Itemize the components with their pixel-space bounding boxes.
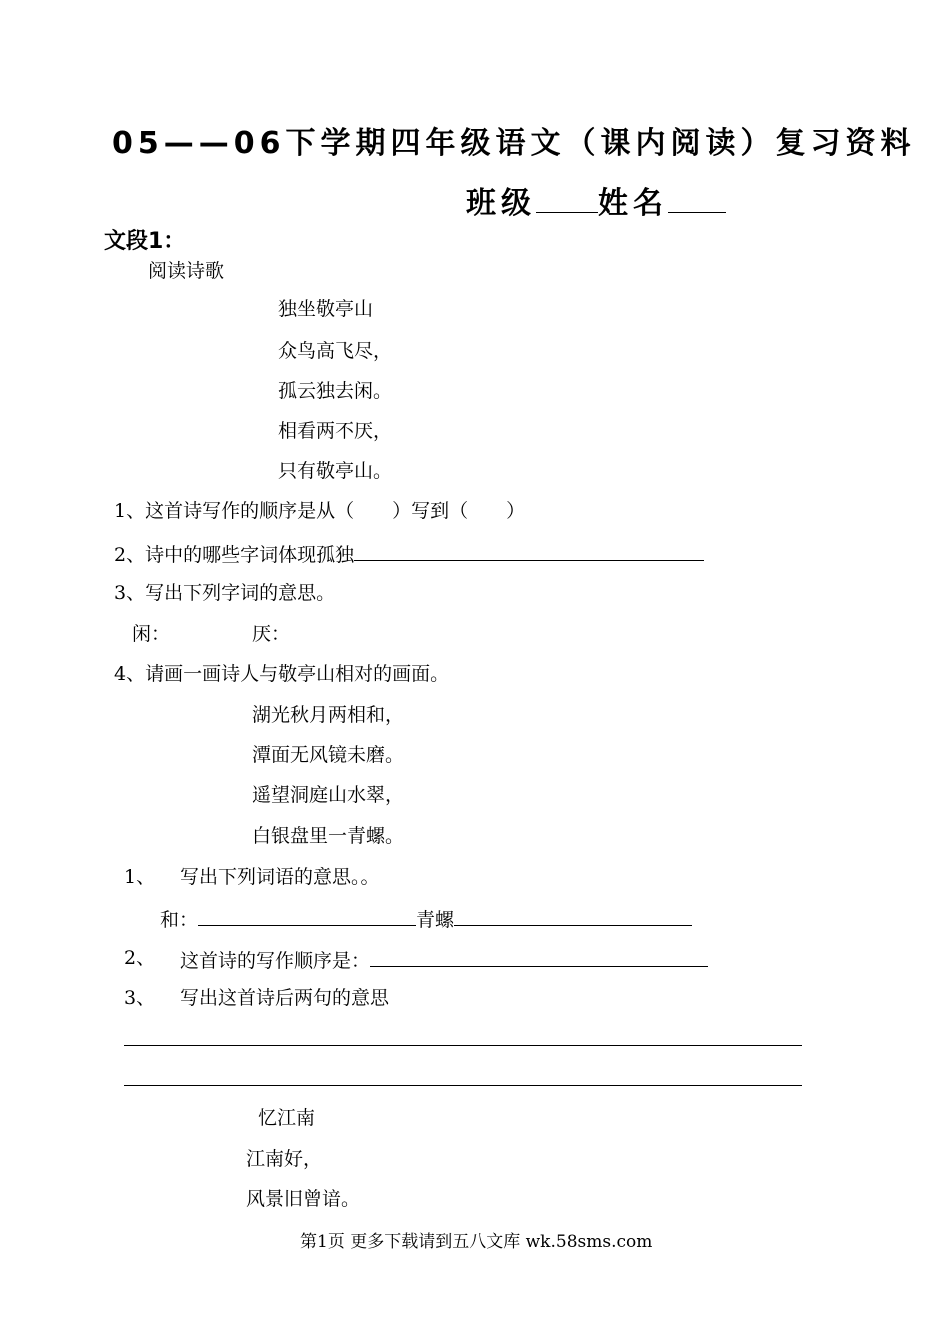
question-3-word-1: 闲： xyxy=(132,623,171,645)
q2-2-text: 这首诗的写作顺序是： xyxy=(180,950,371,972)
answer-line-2[interactable] xyxy=(124,1085,802,1086)
section-heading: 文段1： xyxy=(104,229,186,254)
poem1-line: 众鸟高飞尽， xyxy=(278,340,393,362)
word-he-label: 和： xyxy=(160,909,199,931)
poem1-title: 独坐敬亭山 xyxy=(278,298,374,320)
q2-2-number: 2、 xyxy=(124,947,156,969)
question-2 xyxy=(114,540,704,567)
class-name-line xyxy=(466,186,726,222)
answer-line-1[interactable] xyxy=(124,1045,802,1046)
page-title: 05——06下学期四年级语文（课内阅读）复习资料 xyxy=(112,126,916,161)
q2-1-answers xyxy=(160,905,692,932)
q2-2-answer-line[interactable] xyxy=(370,946,708,967)
question-2-answer-line[interactable] xyxy=(354,540,704,561)
q2-3-text: 写出这首诗后两句的意思 xyxy=(180,987,390,1009)
word-qingluo-label: 青螺 xyxy=(416,909,455,931)
name-blank[interactable] xyxy=(668,192,726,213)
question-2-text: 2、诗中的哪些字词体现孤独 xyxy=(114,544,355,566)
question-3-word-2: 厌： xyxy=(252,623,291,645)
word-he-answer-line[interactable] xyxy=(198,905,416,926)
poem2-line: 湖光秋月两相和， xyxy=(252,704,405,726)
q2-3-number: 3、 xyxy=(124,987,156,1009)
question-1-part-c: ） xyxy=(506,500,526,522)
question-3: 3、写出下列字词的意思。 xyxy=(114,582,336,604)
question-1-part-a: 1、这首诗写作的顺序是从（ xyxy=(114,500,355,522)
question-4: 4、请画一画诗人与敬亭山相对的画面。 xyxy=(114,663,450,685)
q2-2 xyxy=(180,946,708,973)
poem1-line: 孤云独去闲。 xyxy=(278,380,393,402)
q2-1-number: 1、 xyxy=(124,866,156,888)
poem1-line: 只有敬亭山。 xyxy=(278,460,393,482)
poem2-line: 潭面无风镜未磨。 xyxy=(252,744,405,766)
poem3-title: 忆江南 xyxy=(258,1107,316,1129)
poem2-line: 遥望洞庭山水翠， xyxy=(252,784,405,806)
poem2-line: 白银盘里一青螺。 xyxy=(252,825,405,847)
page-footer: 第1页 更多下载请到五八文库 wk.58sms.com xyxy=(300,1232,653,1252)
class-label: 班级 xyxy=(466,186,536,221)
name-label: 姓名 xyxy=(598,186,668,221)
q2-1-text: 写出下列词语的意思。。 xyxy=(180,866,380,888)
section-intro: 阅读诗歌 xyxy=(148,260,225,282)
word-qingluo-answer-line[interactable] xyxy=(454,905,692,926)
poem1-line: 相看两不厌， xyxy=(278,420,393,442)
question-1-part-b: ）写到（ xyxy=(392,500,469,522)
question-1 xyxy=(114,499,525,523)
poem3-line: 江南好， xyxy=(246,1148,323,1170)
class-blank[interactable] xyxy=(536,192,598,213)
poem3-line: 风景旧曾谙。 xyxy=(246,1188,361,1210)
